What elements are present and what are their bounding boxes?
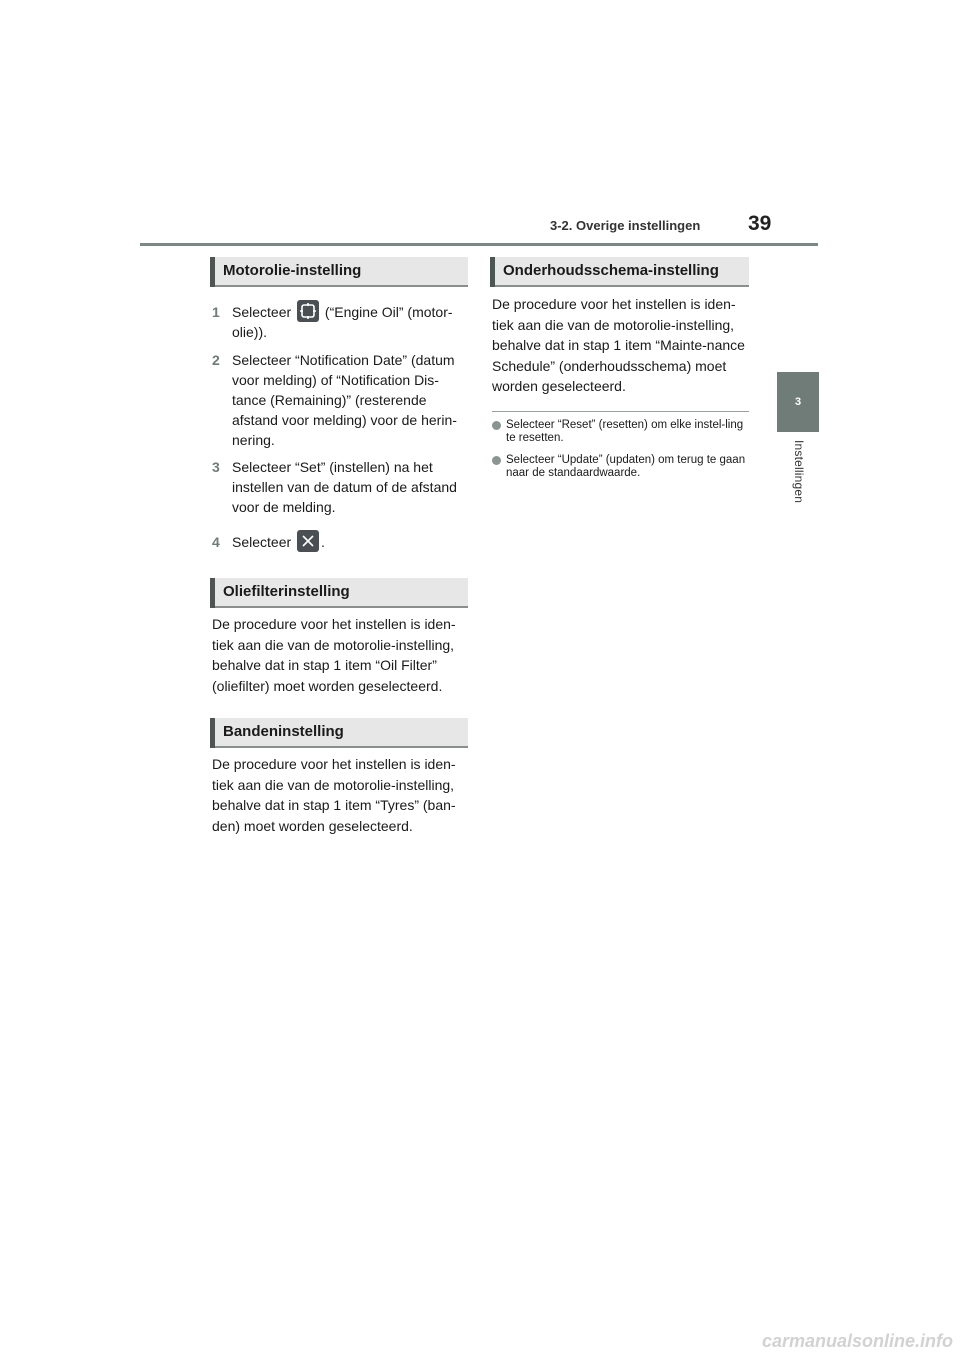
step-number: 2 (212, 352, 220, 368)
section-heading-onderhoud (490, 257, 749, 287)
section-heading-text: Onderhoudsschema-instelling (503, 262, 719, 279)
bullet-dot-icon (492, 456, 501, 465)
page-number: 39 (748, 212, 772, 235)
watermark: carmanualsonline.info (761, 1331, 953, 1351)
step-text: Selecteer . (232, 532, 468, 552)
note-text: Selecteer “Update” (updaten) om terug te gaan naar de standaardwaarde. (506, 454, 746, 479)
bullet-dot-icon (492, 421, 501, 430)
step-number: 3 (212, 459, 220, 475)
section-heading-banden (210, 718, 468, 748)
note-text: Selecteer “Reset” (resetten) om elke instel-ling te resetten. (506, 419, 744, 444)
section-heading-oliefilter (210, 578, 468, 608)
running-header-title: 3-2. Overige instellingen (550, 218, 701, 233)
step-text: Selecteer “Set” (instellen) na het instellen van de datum of de afstand voor de melding. (232, 459, 457, 515)
section-heading-text: Oliefilterinstelling (223, 583, 350, 600)
engine-oil-icon (297, 300, 319, 322)
step-number: 1 (212, 304, 220, 320)
header-rule (140, 243, 818, 246)
section-heading-text: Motorolie-instelling (223, 262, 362, 279)
close-icon (297, 530, 319, 552)
chapter-label: Instellingen (792, 440, 806, 504)
chapter-tab: 3 (777, 372, 819, 432)
section-heading-motorolie (210, 257, 468, 287)
step-text: Selecteer (“Engine Oil” (motor-olie)). (232, 302, 468, 342)
step-text: Selecteer “Notification Date” (datum voor melding) of “Notification Dis-tance (Remaining)” (resterende afstand voor melding) voor de herin-nering. (232, 352, 457, 448)
step-number: 4 (212, 534, 220, 550)
oliefilter-body: De procedure voor het instellen is iden-tiek aan die van de motorolie-instelling, behalve dat in stap 1 item “Oil Filter” (oliefilter) moet worden geselecteerd. (212, 616, 456, 694)
banden-body: De procedure voor het instellen is iden-tiek aan die van de motorolie-instelling, behalve dat in stap 1 item “Tyres” (ban-den) moet worden geselecteerd. (212, 756, 456, 834)
onderhoud-body: De procedure voor het instellen is iden-tiek aan die van de motorolie-instelling, behalve dat in stap 1 item “Mainte-nance Schedule” (onderhoudsschema) moet worden geselecteerd. (492, 296, 745, 394)
section-heading-text: Bandeninstelling (223, 723, 344, 740)
note-divider (492, 411, 749, 412)
